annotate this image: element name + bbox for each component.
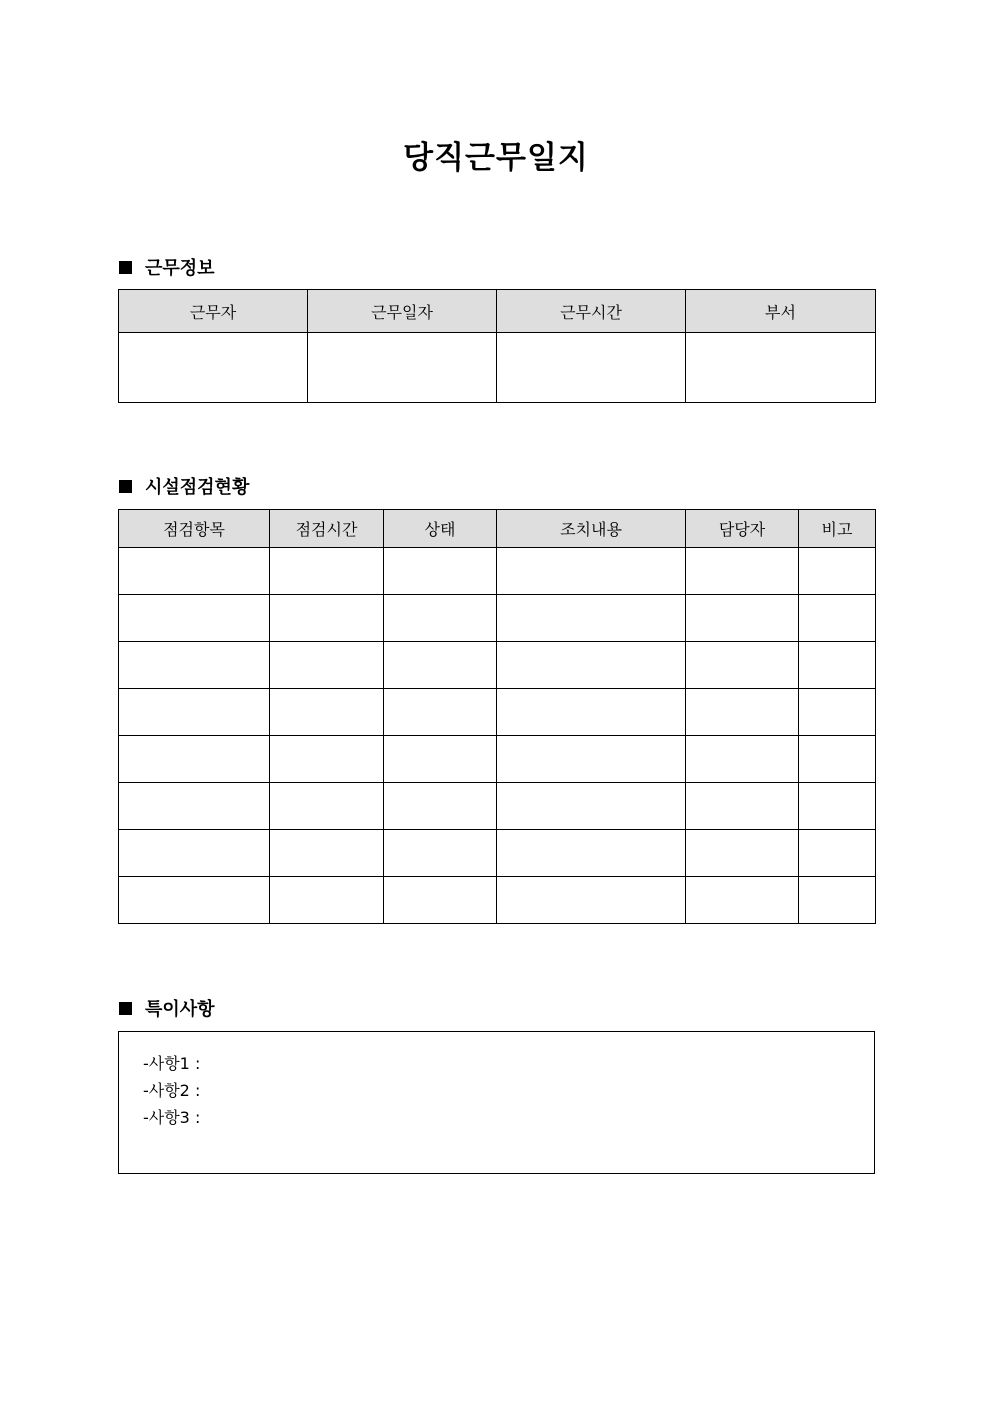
cell-person-in-charge[interactable] <box>686 830 799 877</box>
cell-check-time[interactable] <box>270 642 384 689</box>
cell-status[interactable] <box>384 830 497 877</box>
cell-note[interactable] <box>799 642 876 689</box>
cell-note[interactable] <box>799 548 876 595</box>
column-header-time: 근무시간 <box>497 290 686 333</box>
table-row <box>119 595 876 642</box>
section-heading-label: 시설점검현황 <box>145 477 250 498</box>
section-heading-duty-info <box>119 254 215 280</box>
table-row <box>119 783 876 830</box>
cell-person-in-charge[interactable] <box>686 689 799 736</box>
section-heading-facility-check <box>119 473 249 499</box>
section-heading-label: 근무정보 <box>145 258 215 279</box>
column-header-action: 조치내용 <box>497 510 686 548</box>
table-header-row <box>119 290 876 333</box>
cell-status[interactable] <box>384 548 497 595</box>
cell-check-item[interactable] <box>119 736 270 783</box>
cell-person-in-charge[interactable] <box>686 877 799 924</box>
remarks-list <box>119 1032 874 1131</box>
column-header-status: 상태 <box>384 510 497 548</box>
column-header-note: 비고 <box>799 510 876 548</box>
cell-action[interactable] <box>497 595 686 642</box>
cell-action[interactable] <box>497 877 686 924</box>
table-row <box>119 877 876 924</box>
bullet-square-icon <box>119 261 132 274</box>
cell-date[interactable] <box>308 333 497 403</box>
cell-person-in-charge[interactable] <box>686 595 799 642</box>
cell-status[interactable] <box>384 689 497 736</box>
cell-person-in-charge[interactable] <box>686 736 799 783</box>
table-row <box>119 548 876 595</box>
cell-note[interactable] <box>799 736 876 783</box>
cell-status[interactable] <box>384 736 497 783</box>
cell-check-item[interactable] <box>119 830 270 877</box>
cell-action[interactable] <box>497 830 686 877</box>
cell-action[interactable] <box>497 783 686 830</box>
column-header-person-in-charge: 담당자 <box>686 510 799 548</box>
list-item: -사항1 : <box>143 1054 201 1073</box>
cell-status[interactable] <box>384 783 497 830</box>
list-item: -사항3 : <box>143 1108 201 1127</box>
table-row <box>119 689 876 736</box>
column-header-worker: 근무자 <box>119 290 308 333</box>
table-row <box>119 642 876 689</box>
cell-status[interactable] <box>384 595 497 642</box>
cell-check-item[interactable] <box>119 689 270 736</box>
cell-check-time[interactable] <box>270 830 384 877</box>
table-row <box>119 333 876 403</box>
cell-person-in-charge[interactable] <box>686 642 799 689</box>
cell-check-time[interactable] <box>270 877 384 924</box>
cell-time[interactable] <box>497 333 686 403</box>
duty-info-table <box>118 289 876 403</box>
cell-person-in-charge[interactable] <box>686 783 799 830</box>
cell-note[interactable] <box>799 595 876 642</box>
list-item: -사항2 : <box>143 1081 201 1100</box>
cell-check-time[interactable] <box>270 689 384 736</box>
column-header-check-time: 점검시간 <box>270 510 384 548</box>
cell-note[interactable] <box>799 783 876 830</box>
column-header-check-item: 점검항목 <box>119 510 270 548</box>
cell-note[interactable] <box>799 877 876 924</box>
column-header-department: 부서 <box>686 290 876 333</box>
cell-status[interactable] <box>384 642 497 689</box>
facility-check-table <box>118 509 876 924</box>
cell-action[interactable] <box>497 548 686 595</box>
cell-check-time[interactable] <box>270 595 384 642</box>
bullet-square-icon <box>119 1002 132 1015</box>
cell-note[interactable] <box>799 689 876 736</box>
cell-status[interactable] <box>384 877 497 924</box>
cell-note[interactable] <box>799 830 876 877</box>
cell-check-time[interactable] <box>270 736 384 783</box>
cell-check-item[interactable] <box>119 783 270 830</box>
cell-action[interactable] <box>497 642 686 689</box>
cell-check-time[interactable] <box>270 783 384 830</box>
cell-worker[interactable] <box>119 333 308 403</box>
cell-check-item[interactable] <box>119 595 270 642</box>
cell-department[interactable] <box>686 333 876 403</box>
section-heading-label: 특이사항 <box>145 999 215 1020</box>
table-header-row <box>119 510 876 548</box>
column-header-date: 근무일자 <box>308 290 497 333</box>
cell-person-in-charge[interactable] <box>686 548 799 595</box>
cell-check-item[interactable] <box>119 877 270 924</box>
cell-action[interactable] <box>497 736 686 783</box>
cell-action[interactable] <box>497 689 686 736</box>
table-row <box>119 830 876 877</box>
cell-check-item[interactable] <box>119 642 270 689</box>
table-row <box>119 736 876 783</box>
page-title: 당직근무일지 <box>403 140 589 176</box>
remarks-box[interactable] <box>118 1031 875 1174</box>
cell-check-time[interactable] <box>270 548 384 595</box>
bullet-square-icon <box>119 480 132 493</box>
cell-check-item[interactable] <box>119 548 270 595</box>
section-heading-remarks <box>119 995 215 1021</box>
